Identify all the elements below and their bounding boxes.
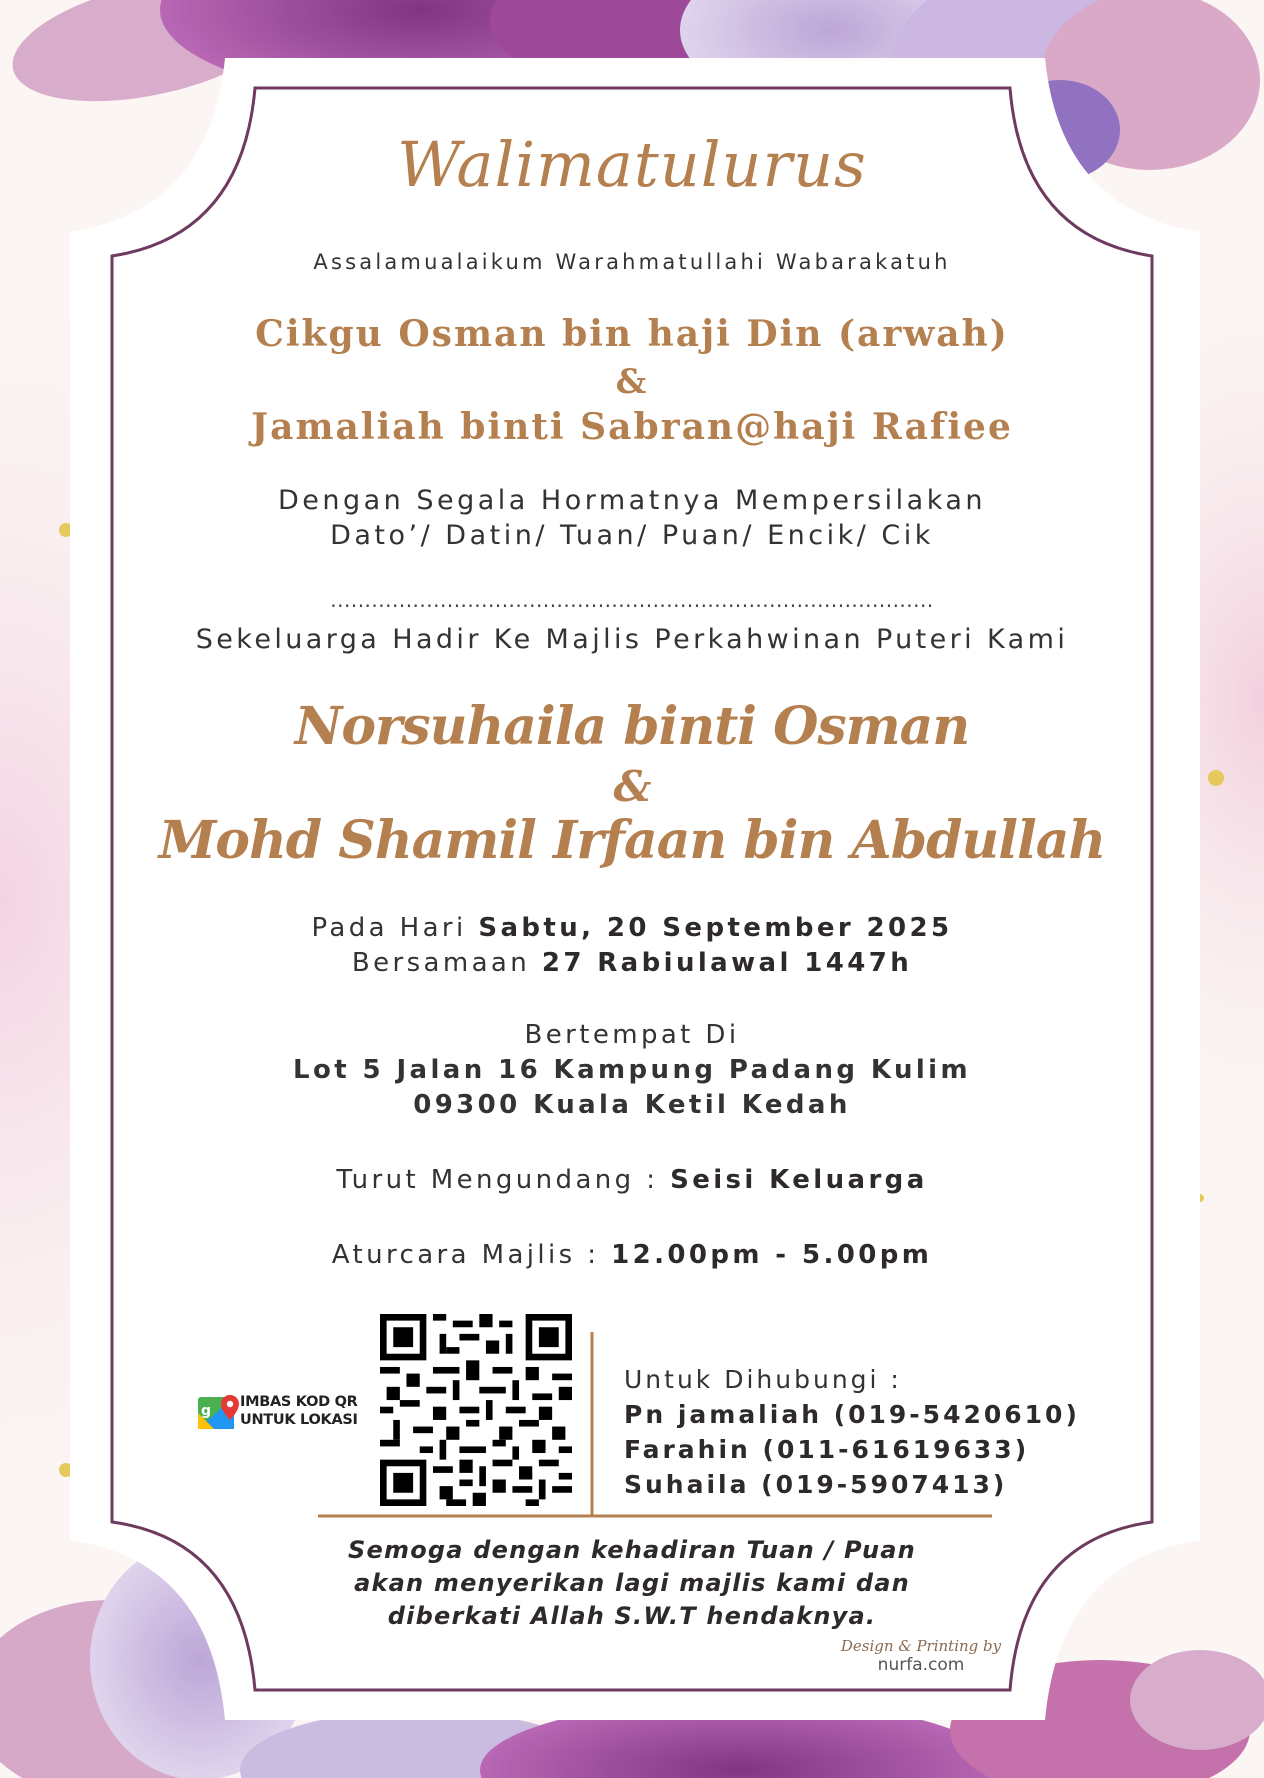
parent-mother: Jamaliah binti Sabran@haji Rafiee: [251, 406, 1013, 448]
couple-ampersand: &: [613, 762, 651, 811]
invitation-line-3: Sekeluarga Hadir Ke Majlis Perkahwinan Puteri Kami: [195, 624, 1069, 655]
closing-line-1: Semoga dengan kehadiran Tuan / Puan: [348, 1536, 916, 1564]
co-host-line: [0, 1165, 1264, 1195]
map-qr-label: [240, 1393, 358, 1429]
title-walimatulurus: Walimatulurus: [397, 128, 867, 201]
co-host-value: Seisi Keluarga: [670, 1165, 928, 1195]
contact-person: Suhaila (019-5907413): [624, 1470, 1008, 1499]
hijri-date-line: [0, 948, 1264, 978]
closing-line-3: diberkati Allah S.W.T hendaknya.: [387, 1602, 877, 1630]
venue-address-line-1: Lot 5 Jalan 16 Kampung Padang Kulim: [293, 1055, 971, 1085]
schedule-value: 12.00pm - 5.00pm: [611, 1240, 933, 1270]
invitation-line-1: Dengan Segala Hormatnya Mempersilakan: [277, 485, 987, 516]
hijri-label: Bersamaan: [351, 948, 531, 978]
designer-credit: Design & Printing by: [840, 1637, 1002, 1655]
date-line: [0, 913, 1264, 943]
venue-label: Bertempat Di: [524, 1020, 740, 1050]
parents-ampersand: &: [615, 362, 649, 402]
greeting: Assalamualaikum Warahmatullahi Wabarakatuh: [313, 250, 951, 274]
hijri-value: 27 Rabiulawal 1447h: [541, 948, 913, 978]
date-label: Pada Hari: [311, 913, 467, 943]
groom-name: Mohd Shamil Irfaan bin Abdullah: [158, 810, 1106, 871]
contact-section: [624, 1362, 1080, 1502]
closing-line-2: akan menyerikan lagi majlis kami dan: [354, 1569, 910, 1597]
google-maps-icon: [198, 1393, 240, 1433]
map-qr-label-line-1: IMBAS KOD QR: [240, 1394, 358, 1410]
contact-heading: Untuk Dihubungi :: [624, 1365, 902, 1394]
contact-person: Farahin (011-61619633): [624, 1435, 1030, 1464]
schedule-line: [0, 1240, 1264, 1270]
bride-name: Norsuhaila binti Osman: [294, 696, 970, 757]
schedule-label: Aturcara Majlis :: [331, 1240, 600, 1270]
parent-father: Cikgu Osman bin haji Din (arwah): [255, 313, 1009, 355]
date-value: Sabtu, 20 September 2025: [478, 913, 953, 943]
svg-text:g: g: [201, 1403, 212, 1419]
location-qr-code[interactable]: [380, 1314, 572, 1506]
dotted-fill-line: ........................................................................................: [330, 588, 934, 612]
co-host-label: Turut Mengundang :: [336, 1165, 659, 1195]
venue-address-line-2: 09300 Kuala Ketil Kedah: [413, 1090, 851, 1120]
invitation-line-2: Dato’/ Datin/ Tuan/ Puan/ Encik/ Cik: [330, 520, 934, 551]
contact-person: Pn jamaliah (019-5420610): [624, 1400, 1080, 1429]
designer-website[interactable]: nurfa.com: [877, 1655, 965, 1675]
map-qr-label-line-2: UNTUK LOKASI: [240, 1412, 358, 1428]
